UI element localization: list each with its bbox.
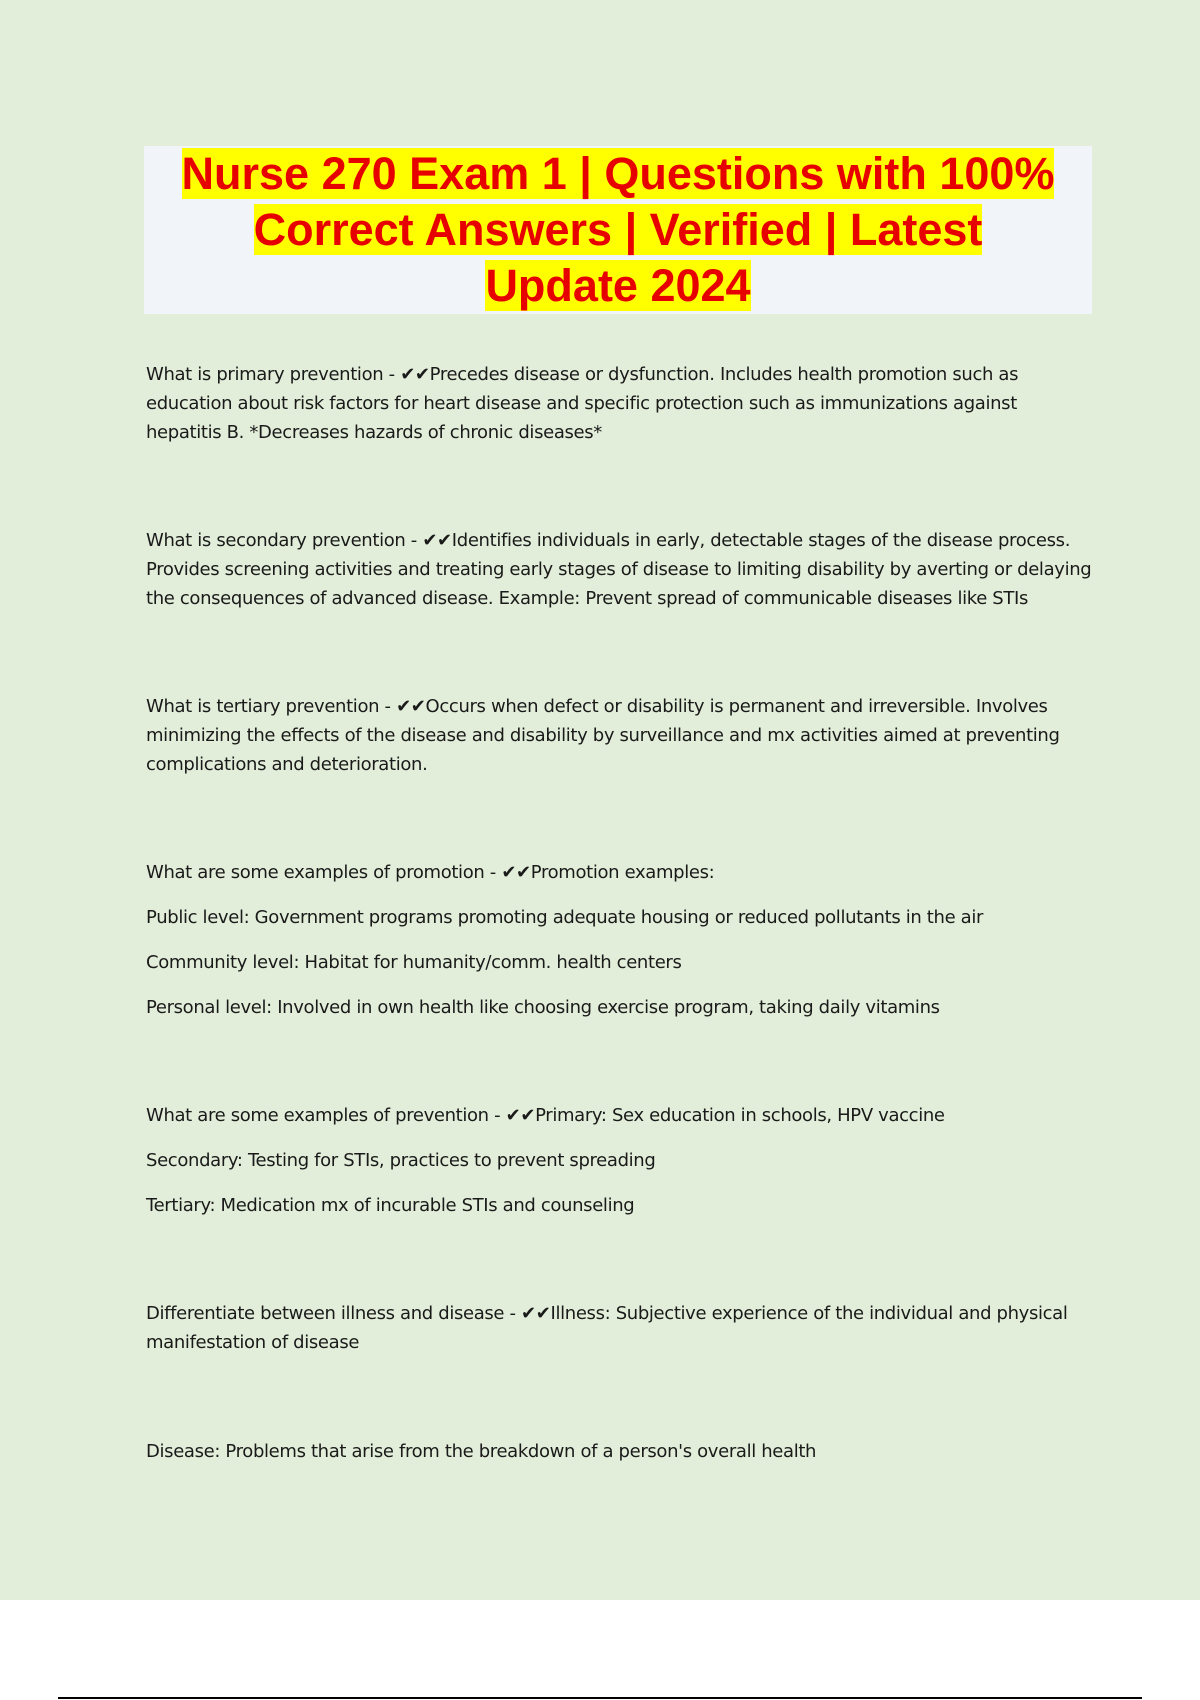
qa-text: What are some examples of prevention - ✔✔Primary: Sex education in schools, HPV vaccine [146, 1105, 945, 1126]
title-box [144, 146, 1092, 314]
qa-item-primary-prevention [146, 360, 1092, 447]
document-title-line-2 [144, 202, 1092, 258]
qa-item-prevention-examples [146, 1101, 1092, 1220]
qa-text: What is secondary prevention - ✔✔Identifies individuals in early, detectable stages of the disease process. Provides screening activities and treating early stages of disease to limiting disability by averting or delaying the consequences of advanced disease. Example: Prevent spread of communicable diseases like STIs [146, 530, 1092, 609]
qa-text: What are some examples of promotion - ✔✔Promotion examples: [146, 862, 715, 883]
qa-text: Public level: Government programs promoting adequate housing or reduced pollutants in the air [146, 907, 984, 928]
qa-text: What is primary prevention - ✔✔Precedes disease or dysfunction. Includes health promotion such as education about risk factors for heart disease and specific protection such as immunizations against hepatitis B. *Decreases hazards of chronic diseases* [146, 364, 1019, 443]
footer-rule [58, 1697, 1142, 1699]
qa-item-illness-vs-disease [146, 1299, 1092, 1357]
qa-text: What is tertiary prevention - ✔✔Occurs when defect or disability is permanent and irreversible. Involves minimizing the effects of the disease and disability by surveillance and mx activities aimed at preventing complications and deterioration. [146, 696, 1060, 775]
qa-text: Community level: Habitat for humanity/comm. health centers [146, 952, 682, 973]
qa-list [146, 360, 1092, 1528]
qa-text: Tertiary: Medication mx of incurable STIs and counseling [146, 1195, 635, 1216]
qa-item-promotion-examples [146, 858, 1092, 1022]
title-highlight: Update 2024 [485, 260, 751, 311]
title-highlight: Correct Answers | Verified | Latest [253, 204, 983, 255]
qa-item-tertiary-prevention [146, 692, 1092, 779]
title-highlight: Nurse 270 Exam 1 | Questions with 100% [181, 148, 1055, 199]
qa-text: Differentiate between illness and disease - ✔✔Illness: Subjective experience of the individual and physical manifestation of disease [146, 1303, 1068, 1353]
qa-item-disease-definition [146, 1437, 1092, 1466]
document-title-line-1 [144, 146, 1092, 202]
qa-text: Secondary: Testing for STIs, practices to prevent spreading [146, 1150, 656, 1171]
document-title-line-3 [144, 258, 1092, 314]
qa-item-secondary-prevention [146, 526, 1092, 613]
qa-text: Personal level: Involved in own health like choosing exercise program, taking daily vitamins [146, 997, 940, 1018]
qa-text: Disease: Problems that arise from the breakdown of a person's overall health [146, 1441, 817, 1462]
